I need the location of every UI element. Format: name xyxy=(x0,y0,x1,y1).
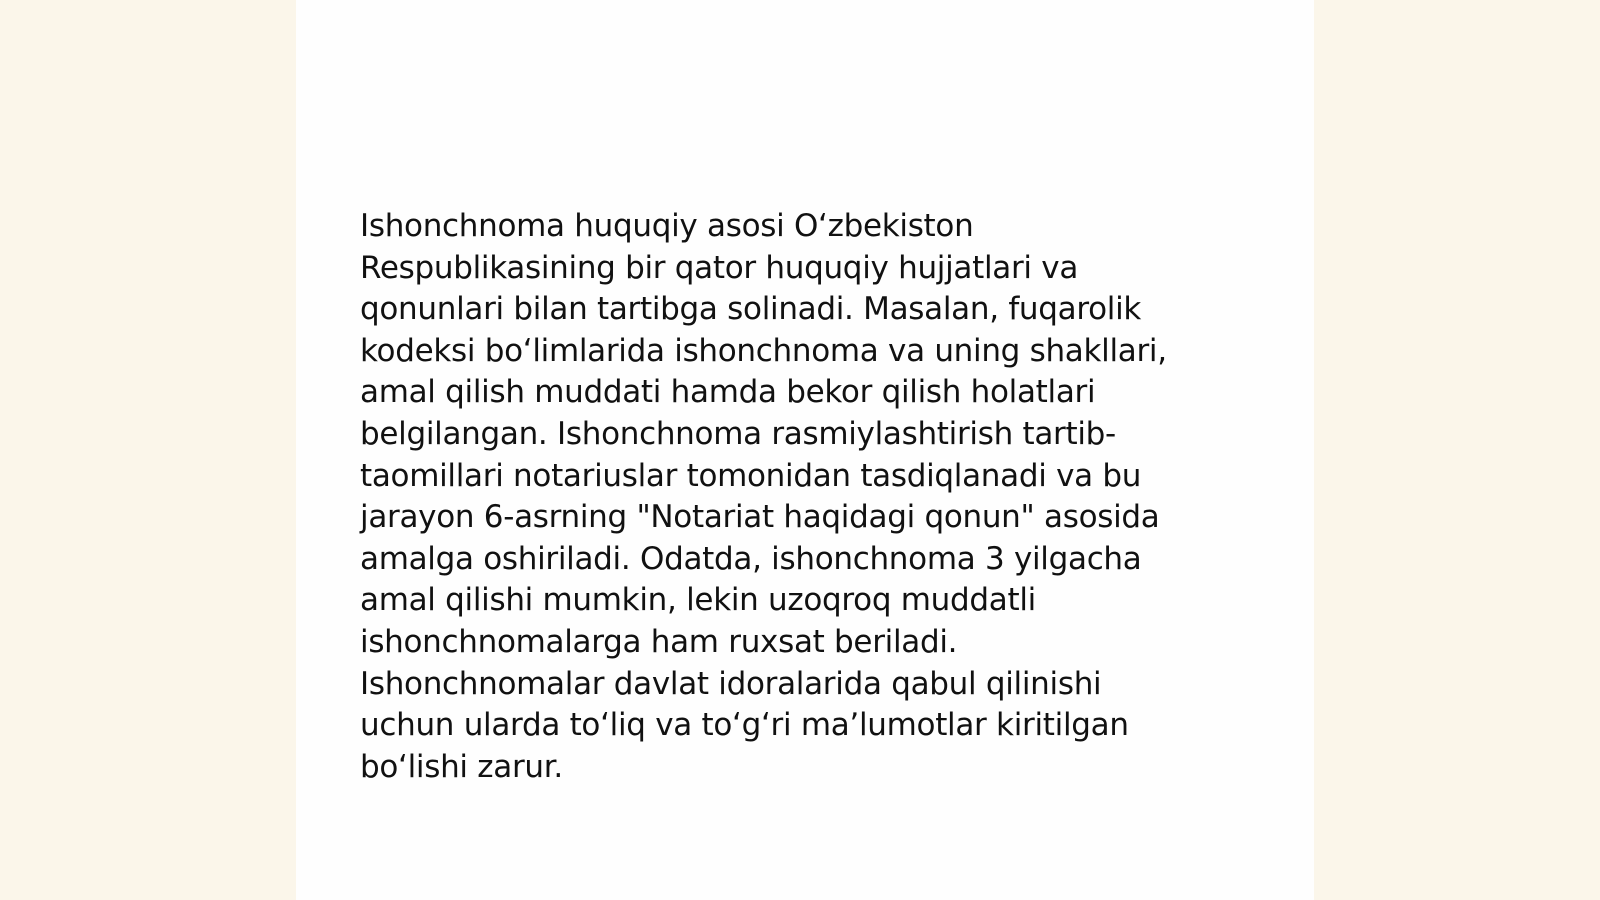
body-text-line: amalga oshiriladi. Odatda, ishonchnoma 3 yilgacha xyxy=(360,540,1142,577)
body-text-line: taomillari notariuslar tomonidan tasdiqlanadi va bu xyxy=(360,457,1142,494)
body-text-line: bo‘lishi zarur. xyxy=(360,748,563,785)
right-margin-background xyxy=(1314,0,1600,900)
body-text-line: jarayon 6-asrning "Notariat haqidagi qonun" asosida xyxy=(360,499,1160,536)
body-text-line: amal qilishi mumkin, lekin uzoqroq muddatli xyxy=(360,582,1036,619)
slide-body-text xyxy=(360,206,1240,788)
body-text-line: Respublikasining bir qator huquqiy hujjatlari va xyxy=(360,249,1079,286)
body-text-line: Ishonchnomalar davlat idoralarida qabul qilinishi xyxy=(360,665,1102,702)
body-text-line: kodeksi bo‘limlarida ishonchnoma va uning shakllari, xyxy=(360,332,1167,369)
body-text-line: uchun ularda to‘liq va to‘g‘ri ma’lumotlar kiritilgan xyxy=(360,707,1129,744)
body-text-line: ishonchnomalarga ham ruxsat beriladi. xyxy=(360,623,958,660)
left-margin-background xyxy=(0,0,296,900)
body-text-line: belgilangan. Ishonchnoma rasmiylashtirish tartib- xyxy=(360,415,1116,452)
body-text-line: qonunlari bilan tartibga solinadi. Masalan, fuqarolik xyxy=(360,291,1142,328)
body-text-line: amal qilish muddati hamda bekor qilish holatlari xyxy=(360,374,1096,411)
body-text-line: Ishonchnoma huquqiy asosi O‘zbekiston xyxy=(360,208,974,244)
slide-canvas xyxy=(296,0,1314,900)
